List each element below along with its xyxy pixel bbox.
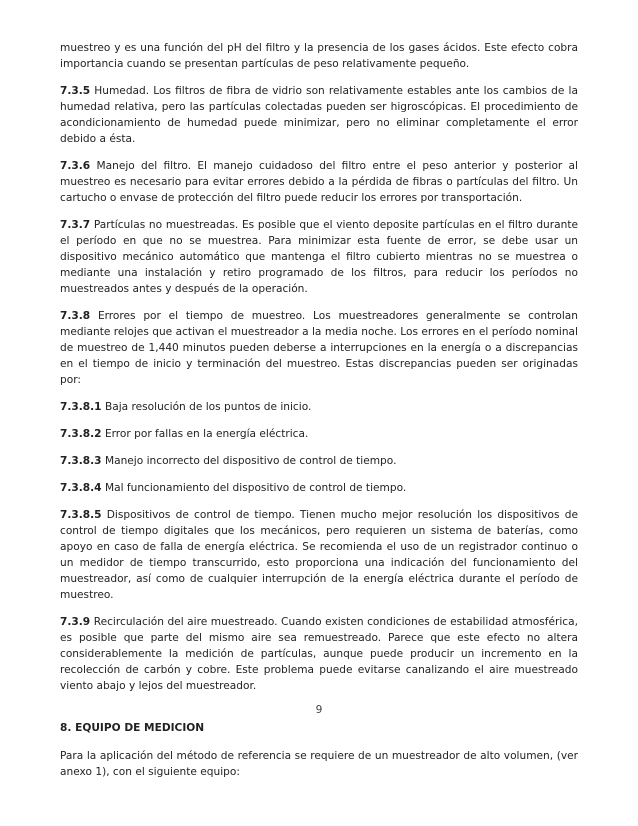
paragraph-text: Errores por el tiempo de muestreo. Los muestreadores generalmente se controlan mediante relojes que activan el muestreador a la media noche. Los errores en el período nominal de muestreo de 1,440 minutos pueden deberse a interrupciones en la energía o a discrepancias en el tiempo de inicio y terminación del muestreo. Estas discrepancias pueden ser originadas por: [60, 310, 578, 386]
paragraph-7-3-9 [60, 614, 578, 694]
paragraph-text: Baja resolución de los puntos de inicio. [104, 401, 312, 413]
section-number: 7.3.8.1 [60, 401, 102, 413]
paragraph-text: muestreo y es una función del pH del filtro y la presencia de los gases ácidos. Este efecto cobra importancia cuando se presentan partículas de peso relativamente pequeño. [60, 42, 578, 70]
paragraph-text: Para la aplicación del método de referencia se requiere de un muestreador de alto volumen, (ver anexo 1), con el siguiente equipo: [60, 750, 578, 778]
paragraph-text: Partículas no muestreadas. Es posible que el viento deposite partículas en el filtro durante el período en que no se muestrea. Para minimizar esta fuente de error, se debe usar un dispositivo mecánico automático que mantenga el filtro cubierto mientras no se muestrea o mediante una instalación y retiro programado de los filtros, para reducir los períodos no muestreados antes y después de la operación. [60, 219, 578, 295]
page-number: 9 [315, 704, 323, 716]
section-number: 7.3.7 [60, 219, 91, 231]
paragraph-7-3-8 [60, 308, 578, 388]
section-number: 7.3.8.5 [60, 509, 102, 521]
paragraph-text: Humedad. Los filtros de fibra de vidrio son relativamente estables ante los cambios de la humedad relativa, pero las partículas colectadas pueden ser higroscópicas. El procedimiento de acondicionamiento de humedad puede minimizar, pero no eliminar completamente el error debido a ésta. [60, 85, 578, 145]
paragraph-7-3-8-1 [60, 399, 578, 415]
paragraph-section-8 [60, 748, 578, 780]
paragraph-7-3-7 [60, 217, 578, 297]
section-heading: 8. EQUIPO DE MEDICION [60, 722, 205, 734]
paragraph-7-3-6 [60, 158, 578, 206]
paragraph-text: Error por fallas en la energía eléctrica. [104, 428, 309, 440]
section-number: 7.3.8 [60, 310, 91, 322]
paragraph-7-3-8-3 [60, 453, 578, 469]
document-page [60, 40, 578, 791]
paragraph-7-3-8-4 [60, 480, 578, 496]
section-number: 7.3.8.3 [60, 455, 102, 467]
section-number: 7.3.6 [60, 160, 91, 172]
paragraph-7-3-5 [60, 83, 578, 147]
paragraph-text: Manejo del filtro. El manejo cuidadoso del filtro entre el peso anterior y posterior al muestreo es necesario para evitar errores debido a la pérdida de fibras o partículas del filtro. Un cartucho o envase de protección del filtro puede reducir los errores por transportación. [60, 160, 578, 204]
paragraph-text: Recirculación del aire muestreado. Cuando existen condiciones de estabilidad atmosférica, es posible que parte del mismo aire sea remuestreado. Parece que este efecto no altera considerablemente la medición de partículas, aunque puede producir un incremento en la recolección de carbón y cobre. Este problema puede evitarse canalizando el aire muestreado viento abajo y lejos del muestreador. [60, 616, 578, 692]
paragraph-text: Dispositivos de control de tiempo. Tienen mucho mejor resolución los dispositivos de control de tiempo digitales que los mecánicos, pero requieren un sistema de baterías, como apoyo en caso de falla de energía eléctrica. Se recomienda el uso de un registrador continuo o un medidor de tiempo transcurrido, esto proporciona una indicación del funcionamiento del muestreador, así como de cualquier interrupción de la energía eléctrica durante el período de muestreo. [60, 509, 578, 601]
section-number: 7.3.8.2 [60, 428, 102, 440]
paragraph-7-3-8-2 [60, 426, 578, 442]
section-number: 7.3.9 [60, 616, 91, 628]
section-number: 7.3.5 [60, 85, 91, 97]
paragraph-7-3-8-5 [60, 507, 578, 603]
paragraph-text: Manejo incorrecto del dispositivo de control de tiempo. [104, 455, 397, 467]
paragraph-intro [60, 40, 578, 72]
section-number: 7.3.8.4 [60, 482, 102, 494]
paragraph-text: Mal funcionamiento del dispositivo de control de tiempo. [104, 482, 407, 494]
